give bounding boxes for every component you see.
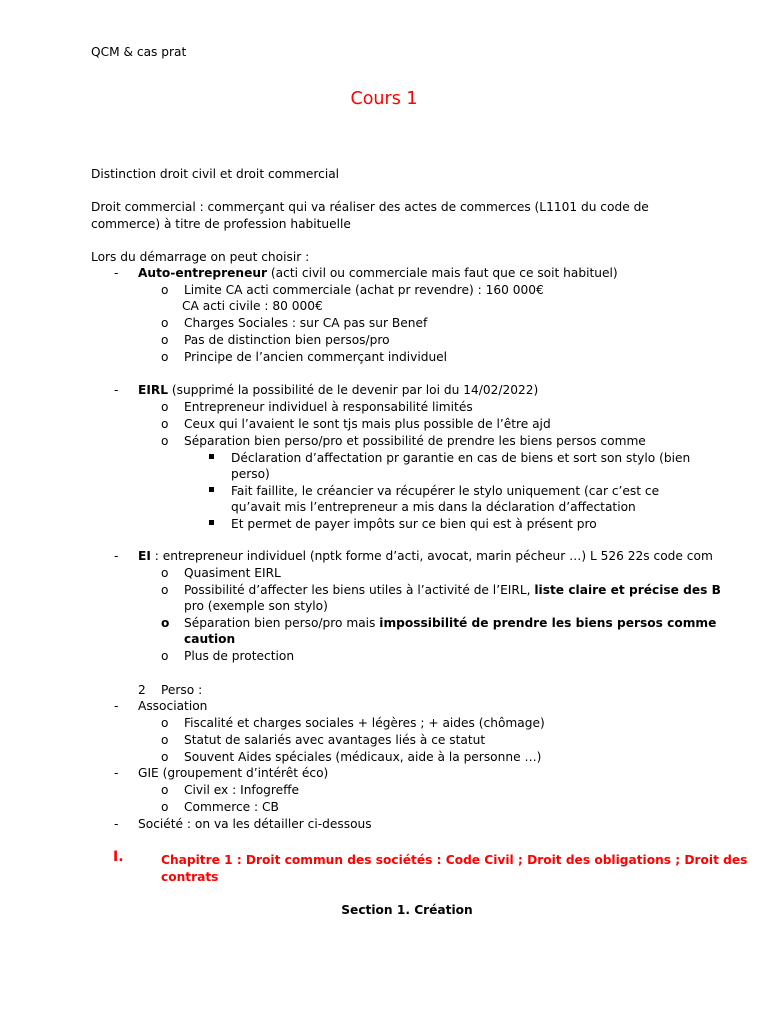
- ae-description: (acti civil ou commerciale mais faut que ce soit habituel): [267, 266, 618, 280]
- gie-item: Commerce : CB: [184, 800, 279, 814]
- circle-marker: o: [161, 316, 169, 330]
- ei-label: EI: [138, 549, 151, 563]
- header-text: QCM & cas prat: [91, 45, 187, 59]
- square-bullet-icon: [209, 487, 214, 492]
- eirl-subitem: Fait faillite, le créancier va récupérer le stylo uniquement (car c’est ce: [231, 484, 660, 498]
- circle-marker: o: [161, 616, 170, 630]
- eirl-line: [138, 382, 538, 399]
- intro-distinction: Distinction droit civil et droit commercial: [91, 167, 340, 181]
- section-heading: Section 1. Création: [341, 903, 473, 917]
- ae-item: CA acti civile : 80 000€: [182, 299, 323, 313]
- chapter-title-line2: contrats: [161, 870, 219, 884]
- eirl-subitem: qu’avait mis l’entrepreneur a mis dans la déclaration d’affectation: [231, 500, 636, 514]
- square-bullet-icon: [209, 520, 214, 525]
- eirl-description: (supprimé la possibilité de le devenir par loi du 14/02/2022): [168, 383, 539, 397]
- dash-marker: -: [114, 266, 119, 280]
- ei-item: Quasiment EIRL: [184, 566, 281, 580]
- circle-marker: o: [161, 750, 169, 764]
- chapter-numeral: I.: [113, 849, 124, 865]
- dash-marker: -: [114, 766, 119, 780]
- eirl-subitem: perso): [231, 467, 270, 481]
- ei-item-continuation: pro (exemple son stylo): [184, 599, 328, 613]
- ei-item-continuation: caution: [184, 632, 236, 646]
- ei-item: [184, 582, 721, 599]
- perso-label: Perso :: [161, 683, 203, 697]
- circle-marker: o: [161, 434, 169, 448]
- ae-item: Pas de distinction bien persos/pro: [184, 333, 390, 347]
- ei-item2-bold: liste claire et précise des B: [534, 583, 721, 597]
- association-item: Souvent Aides spéciales (médicaux, aide à la personne …): [184, 750, 542, 764]
- ae-item: Principe de l’ancien commerçant individuel: [184, 350, 448, 364]
- intro-droit-commercial-line1: Droit commercial : commerçant qui va réaliser des actes de commerces (L1101 du code de: [91, 200, 649, 214]
- circle-marker: o: [161, 400, 169, 414]
- circle-marker: o: [161, 733, 169, 747]
- eirl-item: Ceux qui l’avaient le sont tjs mais plus possible de l’être ajd: [184, 417, 551, 431]
- ei-line: [138, 548, 713, 565]
- circle-marker: o: [161, 417, 169, 431]
- dash-marker: -: [114, 383, 119, 397]
- ae-item: Limite CA acti commerciale (achat pr revendre) : 160 000€: [184, 283, 544, 297]
- ei-item: [184, 615, 716, 632]
- ei-description: : entrepreneur individuel (nptk forme d’acti, avocat, marin pécheur …) L 526 22s code com: [150, 549, 713, 563]
- ae-item: Charges Sociales : sur CA pas sur Benef: [184, 316, 428, 330]
- intro-droit-commercial-line2: commerce) à titre de profession habituelle: [91, 217, 351, 231]
- perso-societe: Société : on va les détailler ci-dessous: [138, 817, 372, 831]
- eirl-subitem: Et permet de payer impôts sur ce bien qui est à présent pro: [231, 517, 597, 531]
- eirl-item: Entrepreneur individuel à responsabilité limités: [184, 400, 473, 414]
- square-bullet-icon: [209, 454, 214, 459]
- circle-marker: o: [161, 350, 169, 364]
- ei-item3-text: Séparation bien perso/pro mais: [184, 616, 380, 630]
- eirl-subitem: Déclaration d’affectation pr garantie en cas de biens et sort son stylo (bien: [231, 451, 691, 465]
- circle-marker: o: [161, 783, 169, 797]
- eirl-label: EIRL: [138, 383, 169, 397]
- association-item: Statut de salariés avec avantages liés à ce statut: [184, 733, 486, 747]
- circle-marker: o: [161, 283, 169, 297]
- perso-number: 2: [138, 683, 146, 697]
- page-title: Cours 1: [350, 89, 418, 109]
- association-item: Fiscalité et charges sociales + légères ; + aides (chômage): [184, 716, 545, 730]
- circle-marker: o: [161, 566, 169, 580]
- circle-marker: o: [161, 333, 169, 347]
- chapter-title-line1: Chapitre 1 : Droit commun des sociétés : Code Civil ; Droit des obligations ; Droit des: [161, 853, 748, 867]
- ei-item3-bold: impossibilité de prendre les biens persos comme: [379, 616, 717, 630]
- ae-label: Auto-entrepreneur: [138, 266, 268, 280]
- circle-marker: o: [161, 583, 169, 597]
- eirl-item: Séparation bien perso/pro et possibilité de prendre les biens persos comme: [184, 434, 646, 448]
- dash-marker: -: [114, 817, 119, 831]
- intro-demarrage: Lors du démarrage on peut choisir :: [91, 250, 310, 264]
- dash-marker: -: [114, 699, 119, 713]
- ae-line: [138, 265, 618, 282]
- gie-item: Civil ex : Infogreffe: [184, 783, 300, 797]
- ei-item2-text: Possibilité d’affecter les biens utiles à l’activité de l’EIRL,: [184, 583, 535, 597]
- perso-gie: GIE (groupement d’intérêt éco): [138, 766, 329, 780]
- perso-association: Association: [138, 699, 208, 713]
- ei-item: Plus de protection: [184, 649, 295, 663]
- circle-marker: o: [161, 716, 169, 730]
- circle-marker: o: [161, 649, 169, 663]
- dash-marker: -: [114, 549, 119, 563]
- circle-marker: o: [161, 800, 169, 814]
